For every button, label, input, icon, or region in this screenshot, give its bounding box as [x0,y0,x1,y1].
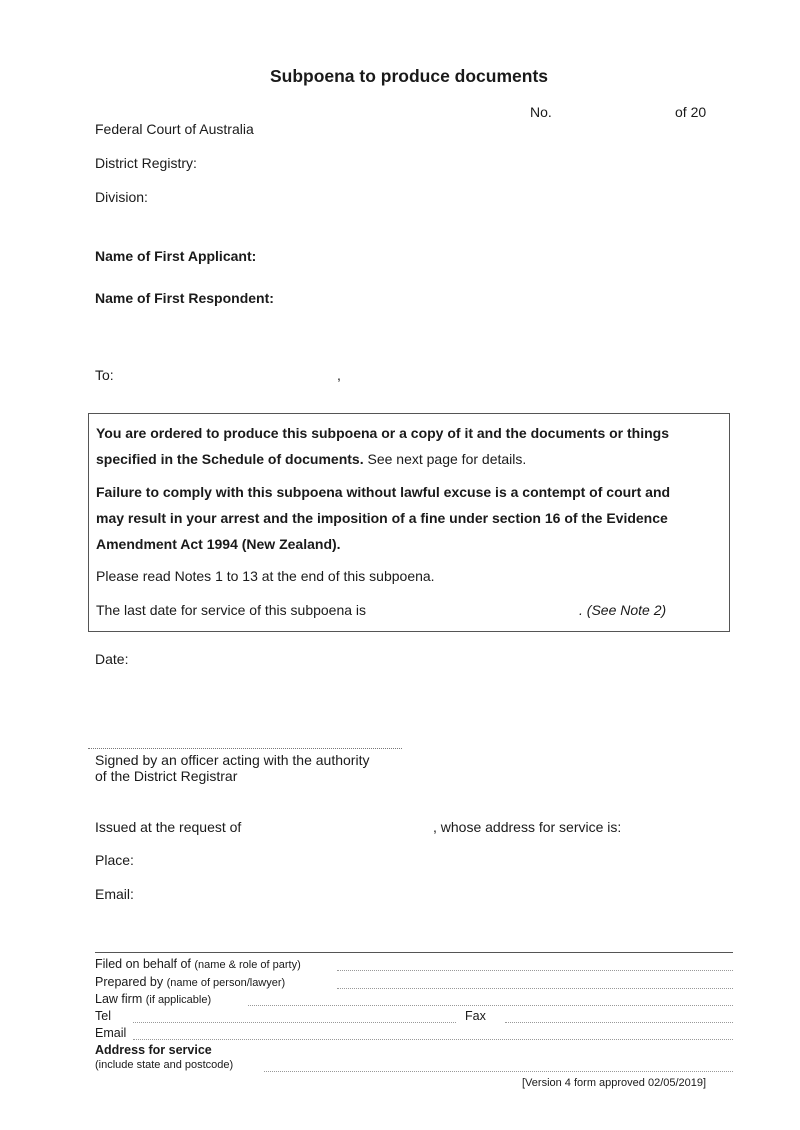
fax-field[interactable] [505,1022,733,1023]
address-service-label: Address for service [95,1043,212,1057]
order-line-1: You are ordered to produce this subpoena or a copy of it and the documents or things [96,425,670,441]
case-number-label: No. [530,104,552,120]
signature-line [88,748,402,749]
order-line-2-bold: specified in the Schedule of documents. [96,451,364,467]
filed-on-behalf-row [95,957,301,971]
division-label: Division: [95,189,148,205]
prepared-by-hint: (name of person/lawyer) [166,977,286,989]
notice-box [88,413,730,632]
law-firm-field[interactable] [248,1005,733,1006]
filed-on-behalf-label: Filed on behalf of [95,957,191,971]
see-note-text: . (See Note 2) [579,602,667,618]
prepared-by-row [95,975,285,989]
last-date-label: The last date for service of this subpoena is [96,602,367,618]
filed-on-behalf-field[interactable] [337,970,733,971]
address-for-service-label: , whose address for service is: [433,819,622,835]
signed-line-2: of the District Registrar [95,768,238,784]
notes-line: Please read Notes 1 to 13 at the end of this subpoena. [96,568,435,584]
failure-line-1: Failure to comply with this subpoena without lawful excuse is a contempt of court and [96,484,671,500]
case-year-label: of 20 [675,104,707,120]
filed-on-behalf-hint: (name & role of party) [194,959,301,971]
order-line-2-normal: See next page for details. [363,451,527,467]
address-service-field[interactable] [264,1071,733,1072]
court-name: Federal Court of Australia [95,121,254,137]
issued-request-label: Issued at the request of [95,819,242,835]
law-firm-hint: (if applicable) [145,994,212,1006]
footer-email-label: Email [95,1026,127,1040]
failure-line-2: may result in your arrest and the imposition of a fine under section 16 of the Evidence [96,510,668,526]
version-note: [Version 4 form approved 02/05/2019] [522,1077,707,1089]
tel-field[interactable] [133,1022,456,1023]
law-firm-label: Law firm [95,992,143,1006]
law-firm-row [95,992,211,1006]
first-applicant-label: Name of First Applicant: [95,248,257,264]
order-line-2 [96,451,526,467]
page-title: Subpoena to produce documents [269,66,549,86]
signed-line-1: Signed by an officer acting with the authority [95,752,370,768]
footer-email-field[interactable] [133,1039,733,1040]
email-label: Email: [95,886,134,902]
address-service-hint: (include state and postcode) [95,1059,234,1071]
tel-label: Tel [95,1009,111,1023]
to-label: To: [95,367,114,383]
failure-line-3: Amendment Act 1994 (New Zealand). [96,536,341,552]
footer-top-rule [95,952,733,953]
fax-label: Fax [465,1009,486,1023]
prepared-by-field[interactable] [337,988,733,989]
place-label: Place: [95,852,134,868]
first-respondent-label: Name of First Respondent: [95,290,274,306]
district-registry-label: District Registry: [95,155,197,171]
to-comma: , [337,367,341,383]
date-label: Date: [95,651,129,667]
prepared-by-label: Prepared by [95,975,164,989]
